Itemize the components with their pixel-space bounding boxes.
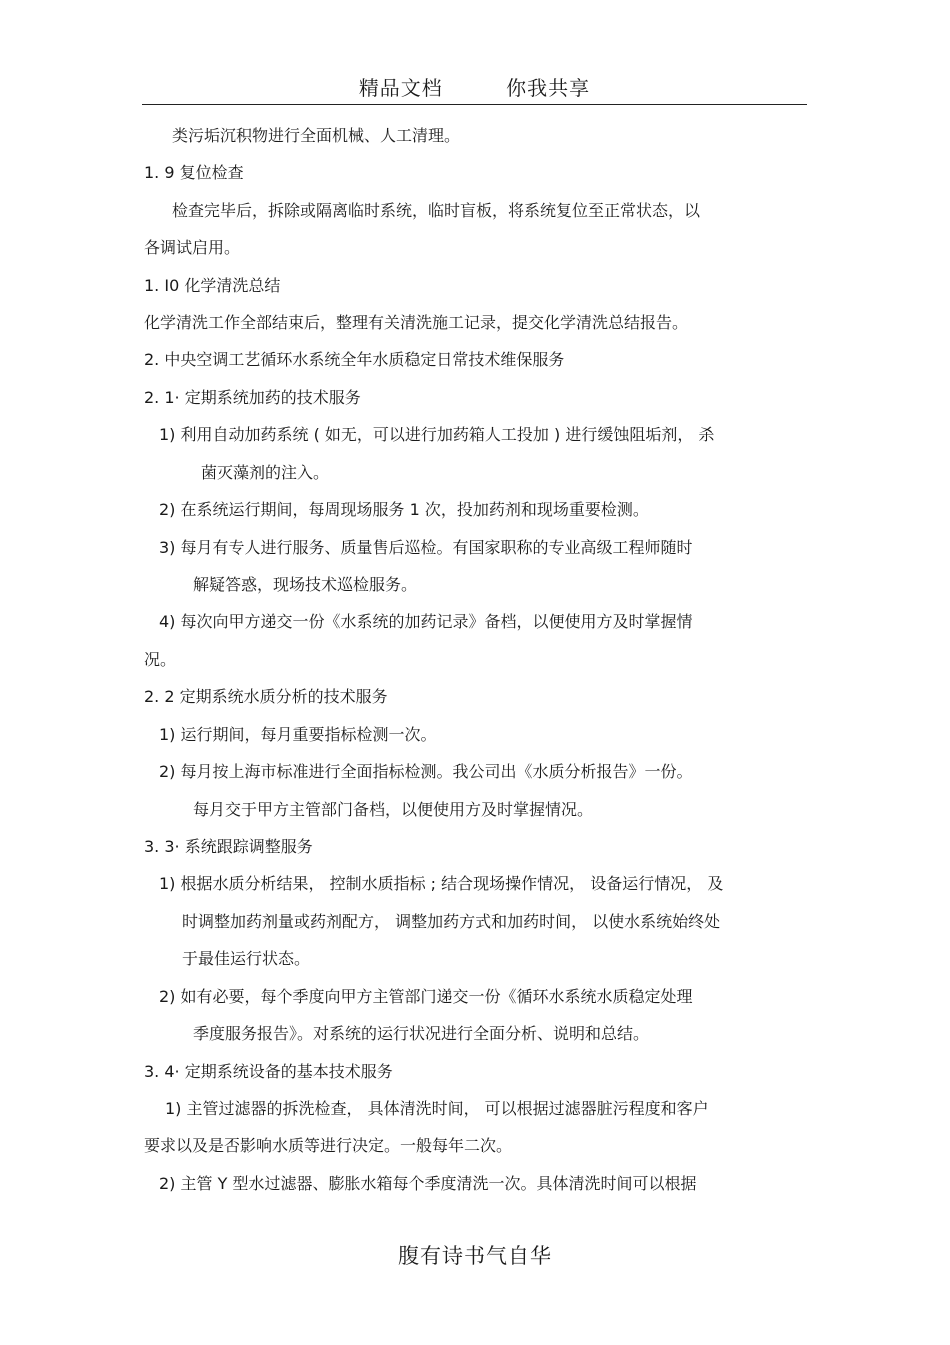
list-item: 2) 每月按上海市标准进行全面指标检测。我公司出《水质分析报告》一份。 <box>159 762 693 781</box>
list-item: 1) 运行期间，每月重要指标检测一次。 <box>159 725 437 744</box>
page-header <box>142 72 807 105</box>
section-heading: 1. I0 化学清洗总结 <box>144 276 281 295</box>
list-item: 1) 利用自动加药系统 ( 如无，可以进行加药箱人工投加 ) 进行缓蚀阻垢剂， 杀 <box>159 425 715 444</box>
text-line: 季度服务报告》。对系统的运行状况进行全面分析、说明和总结。 <box>193 1024 650 1043</box>
list-item: 2) 在系统运行期间，每周现场服务 1 次，投加药剂和现场重要检测。 <box>159 500 649 519</box>
section-heading: 2. 1· 定期系统加药的技术服务 <box>144 388 361 407</box>
section-heading: 2. 2 定期系统水质分析的技术服务 <box>144 687 388 706</box>
text-line: 解疑答惑，现场技术巡检服务。 <box>193 575 418 594</box>
text-line: 每月交于甲方主管部门备档，以便使用方及时掌握情况。 <box>193 800 594 819</box>
text-line: 况。 <box>144 650 177 669</box>
text-line: 时调整加药剂量或药剂配方， 调整加药方式和加药时间， 以使水系统始终处 <box>182 912 721 931</box>
list-item: 1) 主管过滤器的拆洗检查， 具体清洗时间， 可以根据过滤器脏污程度和客户 <box>165 1099 709 1118</box>
page-footer: 腹有诗书气自华 <box>398 1244 552 1268</box>
text-line: 类污垢沉积物进行全面机械、人工清理。 <box>172 126 461 145</box>
section-heading: 2. 中央空调工艺循环水系统全年水质稳定日常技术维保服务 <box>144 350 565 369</box>
header-right: 你我共享 <box>506 76 591 100</box>
list-item: 2) 如有必要，每个季度向甲方主管部门递交一份《循环水系统水质稳定处理 <box>159 987 693 1006</box>
list-item: 1) 根据水质分析结果， 控制水质指标 ; 结合现场操作情况， 设备运行情况， 及 <box>159 874 724 893</box>
text-line: 于最佳运行状态。 <box>182 949 311 968</box>
text-line: 菌灭藻剂的注入。 <box>201 463 330 482</box>
text-line: 检查完毕后，拆除或隔离临时系统，临时盲板，将系统复位至正常状态，以 <box>172 201 701 220</box>
text-line: 化学清洗工作全部结束后，整理有关清洗施工记录，提交化学清洗总结报告。 <box>144 313 689 332</box>
text-line: 要求以及是否影响水质等进行决定。一般每年二次。 <box>144 1136 513 1155</box>
section-heading: 1. 9 复位检查 <box>144 163 244 182</box>
header-left: 精品文档 <box>358 76 443 100</box>
section-heading: 3. 4· 定期系统设备的基本技术服务 <box>144 1062 393 1081</box>
text-line: 各调试启用。 <box>144 238 241 257</box>
list-item: 4) 每次向甲方递交一份《水系统的加药记录》备档，以便使用方及时掌握情 <box>159 612 693 631</box>
list-item: 3) 每月有专人进行服务、质量售后巡检。有国家职称的专业高级工程师随时 <box>159 538 693 557</box>
list-item: 2) 主管 Y 型水过滤器、膨胀水箱每个季度清洗一次。具体清洗时间可以根据 <box>159 1174 697 1193</box>
section-heading: 3. 3· 系统跟踪调整服务 <box>144 837 313 856</box>
